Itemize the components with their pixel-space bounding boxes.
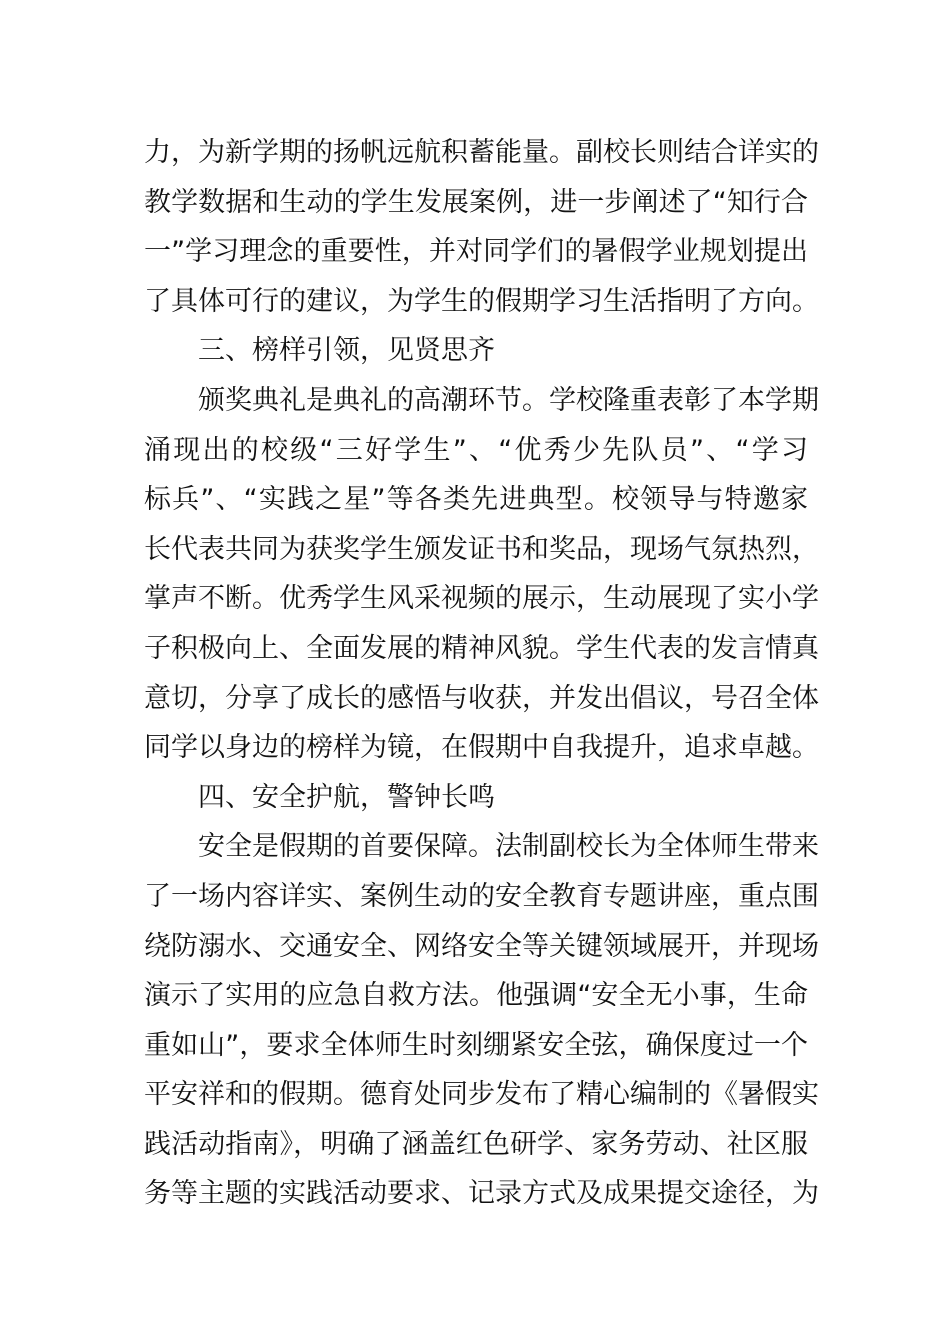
- text-line: 同学以身边的榜样为镜，在假期中自我提升，追求卓越。: [144, 732, 819, 764]
- text-line: 安全是假期的首要保障。法制副校长为全体师生带来: [198, 831, 819, 863]
- section-heading: 三、榜样引领，见贤思齐: [198, 335, 495, 367]
- text-line: 颁奖典礼是典礼的高潮环节。学校隆重表彰了本学期: [198, 384, 819, 416]
- text-line: 长代表共同为获奖学生颁发证书和奖品，现场气氛热烈，: [144, 533, 819, 565]
- text-line: 务等主题的实践活动要求、记录方式及成果提交途径，为: [144, 1178, 819, 1210]
- text-line: 标兵”、“实践之星”等各类先进典型。校领导与特邀家: [144, 484, 808, 516]
- text-line: 绕防溺水、交通安全、网络安全等关键领域展开，并现场: [144, 930, 819, 962]
- text-line: 了具体可行的建议，为学生的假期学习生活指明了方向。: [144, 285, 819, 317]
- text-line: 涌现出的校级“三好学生”、“优秀少先队员”、“学习: [144, 434, 808, 466]
- text-line: 教学数据和生动的学生发展案例，进一步阐述了“知行合: [144, 186, 808, 218]
- text-line: 一”学习理念的重要性，并对同学们的暑假学业规划提出: [144, 236, 808, 268]
- text-line: 子积极向上、全面发展的精神风貌。学生代表的发言情真: [144, 632, 819, 664]
- text-line: 了一场内容详实、案例生动的安全教育专题讲座，重点围: [144, 880, 819, 912]
- text-line: 掌声不断。优秀学生风采视频的展示，生动展现了实小学: [144, 583, 819, 615]
- text-line: 演示了实用的应急自救方法。他强调“安全无小事，生命: [144, 980, 808, 1012]
- document-body: [144, 128, 819, 1219]
- section-heading: 四、安全护航，警钟长鸣: [198, 781, 495, 813]
- text-line: 意切，分享了成长的感悟与收获，并发出倡议，号召全体: [144, 682, 819, 714]
- text-line: 重如山”，要求全体师生时刻绷紧安全弦，确保度过一个: [144, 1029, 808, 1061]
- text-line: 践活动指南》，明确了涵盖红色研学、家务劳动、社区服: [144, 1128, 808, 1160]
- text-line: 力，为新学期的扬帆远航积蓄能量。副校长则结合详实的: [144, 137, 819, 168]
- text-line: 平安祥和的假期。德育处同步发布了精心编制的《暑假实: [144, 1079, 819, 1111]
